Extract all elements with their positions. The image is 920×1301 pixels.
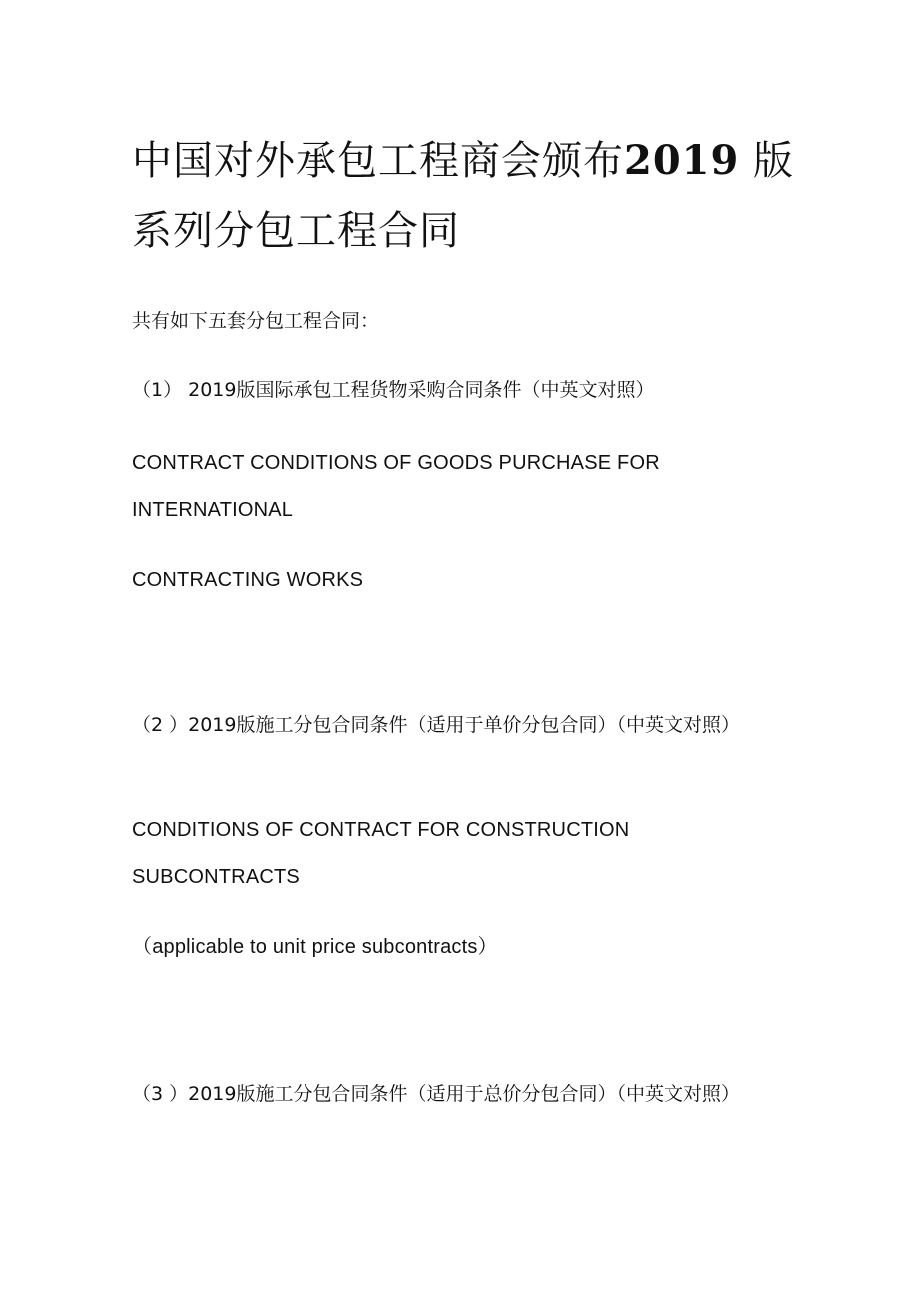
item2-english-title-line2: SUBCONTRACTS [132, 866, 300, 888]
item1-english-title-line1: CONTRACT CONDITIONS OF GOODS PURCHASE FOR [132, 452, 660, 474]
item3-heading: （3 ）2019版施工分包合同条件（适用于总价分包合同）（中英文对照） [132, 1083, 740, 1105]
title-text-part1: 中国对外承包工程商会颁布 [132, 138, 624, 184]
intro-text: 共有如下五套分包工程合同： [132, 310, 380, 332]
item1-heading: （1） 2019版国际承包工程货物采购合同条件（中英文对照） [132, 379, 655, 401]
item2-heading: （2 ）2019版施工分包合同条件（适用于单价分包合同）（中英文对照） [132, 714, 740, 736]
item1-english-title-line3: CONTRACTING WORKS [132, 569, 364, 591]
title-year: 2019 [624, 137, 740, 184]
document-title [132, 126, 812, 266]
item2-english-title-line1: CONDITIONS OF CONTRACT FOR CONSTRUCTION [132, 819, 630, 841]
title-text-part2: 版系列分包工程合同 [132, 138, 795, 254]
item2-english-subtitle: （applicable to unit price subcontracts） [132, 936, 498, 958]
item1-english-title-line2: INTERNATIONAL [132, 499, 294, 521]
